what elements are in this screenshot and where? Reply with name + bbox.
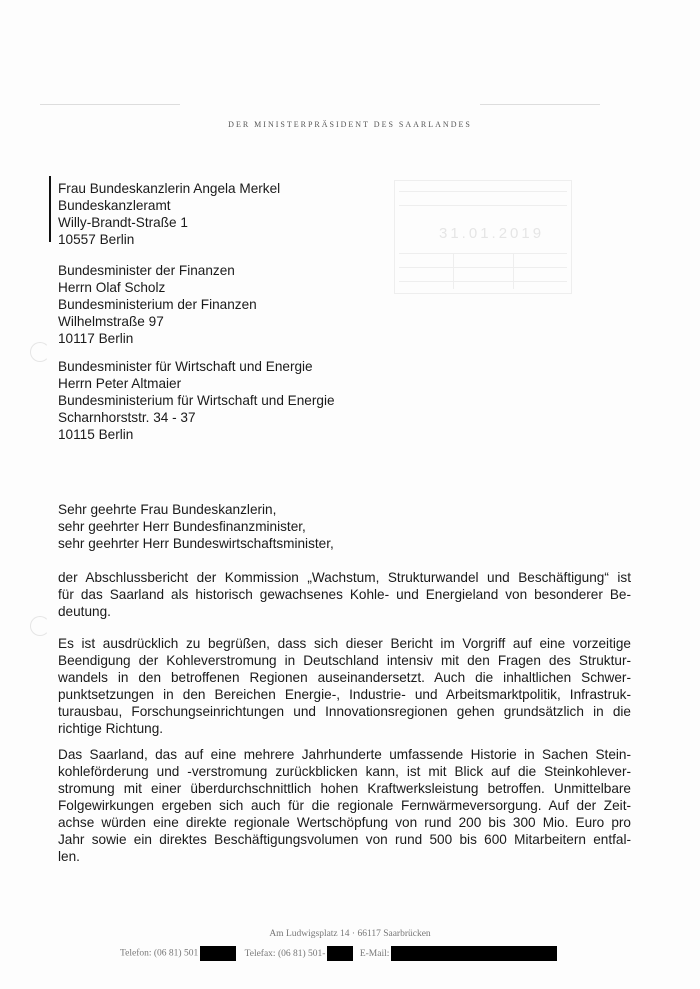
paragraph-line: deutung.	[58, 604, 111, 619]
body-paragraph-2	[58, 635, 631, 737]
body-paragraph-1	[58, 569, 631, 620]
salutation-line: sehr geehrter Herr Bundesfinanzminister,	[58, 519, 306, 534]
letterhead: DER MINISTERPRÄSIDENT DES SAARLANDES	[228, 120, 472, 129]
salutation	[58, 501, 334, 552]
paragraph-line: Folgewirkungen ergeben sich auch für die regionale Fernwärmeversorgung. Auf der Zeit-	[58, 798, 631, 813]
address-line: Frau Bundeskanzlerin Angela Merkel	[58, 181, 281, 196]
receipt-stamp	[394, 180, 572, 294]
address-line: 10117 Berlin	[58, 331, 134, 346]
footer-phone: Telefon: (06 81) 501	[120, 948, 199, 959]
redaction-bar	[327, 946, 353, 961]
redaction-bar	[200, 946, 236, 961]
recipient-address-1	[58, 180, 280, 248]
paragraph-line: achse würden eine direkte regionale Wertschöpfung von rund 200 bis 300 Mio. Euro pro	[58, 815, 631, 830]
paragraph-line: kohleförderung und -verstromung zurückblicken kann, ist mit Blick auf die Steinkohlever-	[58, 764, 631, 779]
paragraph-line: Beendigung der Kohleverstromung in Deutschland intensiv mit den Fragen des Struktur-	[58, 653, 631, 668]
paragraph-line: punktsetzungen in den Bereichen Energie-, Industrie- und Arbeitsmarktpolitik, Infrastruk-	[58, 687, 631, 702]
address-line: Bundesminister für Wirtschaft und Energie	[58, 359, 313, 374]
address-line: 10557 Berlin	[58, 232, 135, 247]
salutation-line: Sehr geehrte Frau Bundeskanzlerin,	[58, 502, 277, 517]
address-line: Bundesminister der Finanzen	[58, 263, 235, 278]
address-marker	[49, 176, 51, 242]
address-line: Bundeskanzleramt	[58, 198, 171, 213]
redaction-bar	[391, 946, 557, 961]
footer-fax: Telefax: (06 81) 501-	[244, 948, 326, 959]
punch-hole	[30, 616, 50, 636]
address-line: Herrn Olaf Scholz	[58, 280, 166, 295]
paragraph-line: stromung mit einer überdurchschnittlich hohen Kraftwerksleistung betroffen. Unmittelbare	[58, 781, 631, 796]
footer-contact	[120, 946, 557, 961]
paragraph-line: der Abschlussbericht der Kommission „Wachstum, Strukturwandel und Beschäftigung“ ist	[58, 570, 631, 585]
paragraph-line: richtige Richtung.	[58, 721, 164, 736]
paragraph-line: für das Saarland als historisch gewachsenes Kohle- und Energieland von besonderer Be-	[58, 587, 631, 602]
paragraph-line: Es ist ausdrücklich zu begrüßen, dass sich dieser Bericht im Vorgriff auf eine vorzeitige	[58, 636, 631, 651]
body-paragraph-3	[58, 746, 631, 865]
recipient-address-3	[58, 358, 335, 443]
address-line: Willy-Brandt-Straße 1	[58, 215, 188, 230]
paragraph-line: wandels in den betroffenen Regionen auseinandersetzt. Auch die inhaltlichen Schwer-	[58, 670, 631, 685]
scan-artifact-line	[40, 104, 180, 105]
paragraph-line: Jahr sowie ein direktes Beschäftigungsvolumen von rund 500 bis 600 Mitarbeitern entfal-	[58, 832, 631, 847]
paragraph-line: turausbau, Forschungseinrichtungen und Innovationsregionen gehen grundsätzlich in die	[58, 704, 631, 719]
paragraph-line: len.	[58, 849, 80, 864]
address-line: 10115 Berlin	[58, 427, 134, 442]
address-line: Bundesministerium der Finanzen	[58, 297, 257, 312]
footer-email: E-Mail:	[359, 948, 390, 959]
punch-hole	[30, 342, 50, 362]
salutation-line: sehr geehrter Herr Bundeswirtschaftsminister,	[58, 536, 334, 551]
address-line: Wilhelmstraße 97	[58, 314, 164, 329]
scan-artifact-line	[480, 104, 600, 105]
address-line: Scharnhorststr. 34 - 37	[58, 410, 196, 425]
recipient-address-2	[58, 262, 257, 347]
address-line: Bundesministerium für Wirtschaft und Energie	[58, 393, 335, 408]
footer-address: Am Ludwigsplatz 14 · 66117 Saarbrücken	[269, 929, 431, 939]
paragraph-line: Das Saarland, das auf eine mehrere Jahrhunderte umfassende Historie in Sachen Stein-	[58, 747, 631, 762]
stamp-date: 31.01.2019	[439, 225, 545, 242]
address-line: Herrn Peter Altmaier	[58, 376, 182, 391]
